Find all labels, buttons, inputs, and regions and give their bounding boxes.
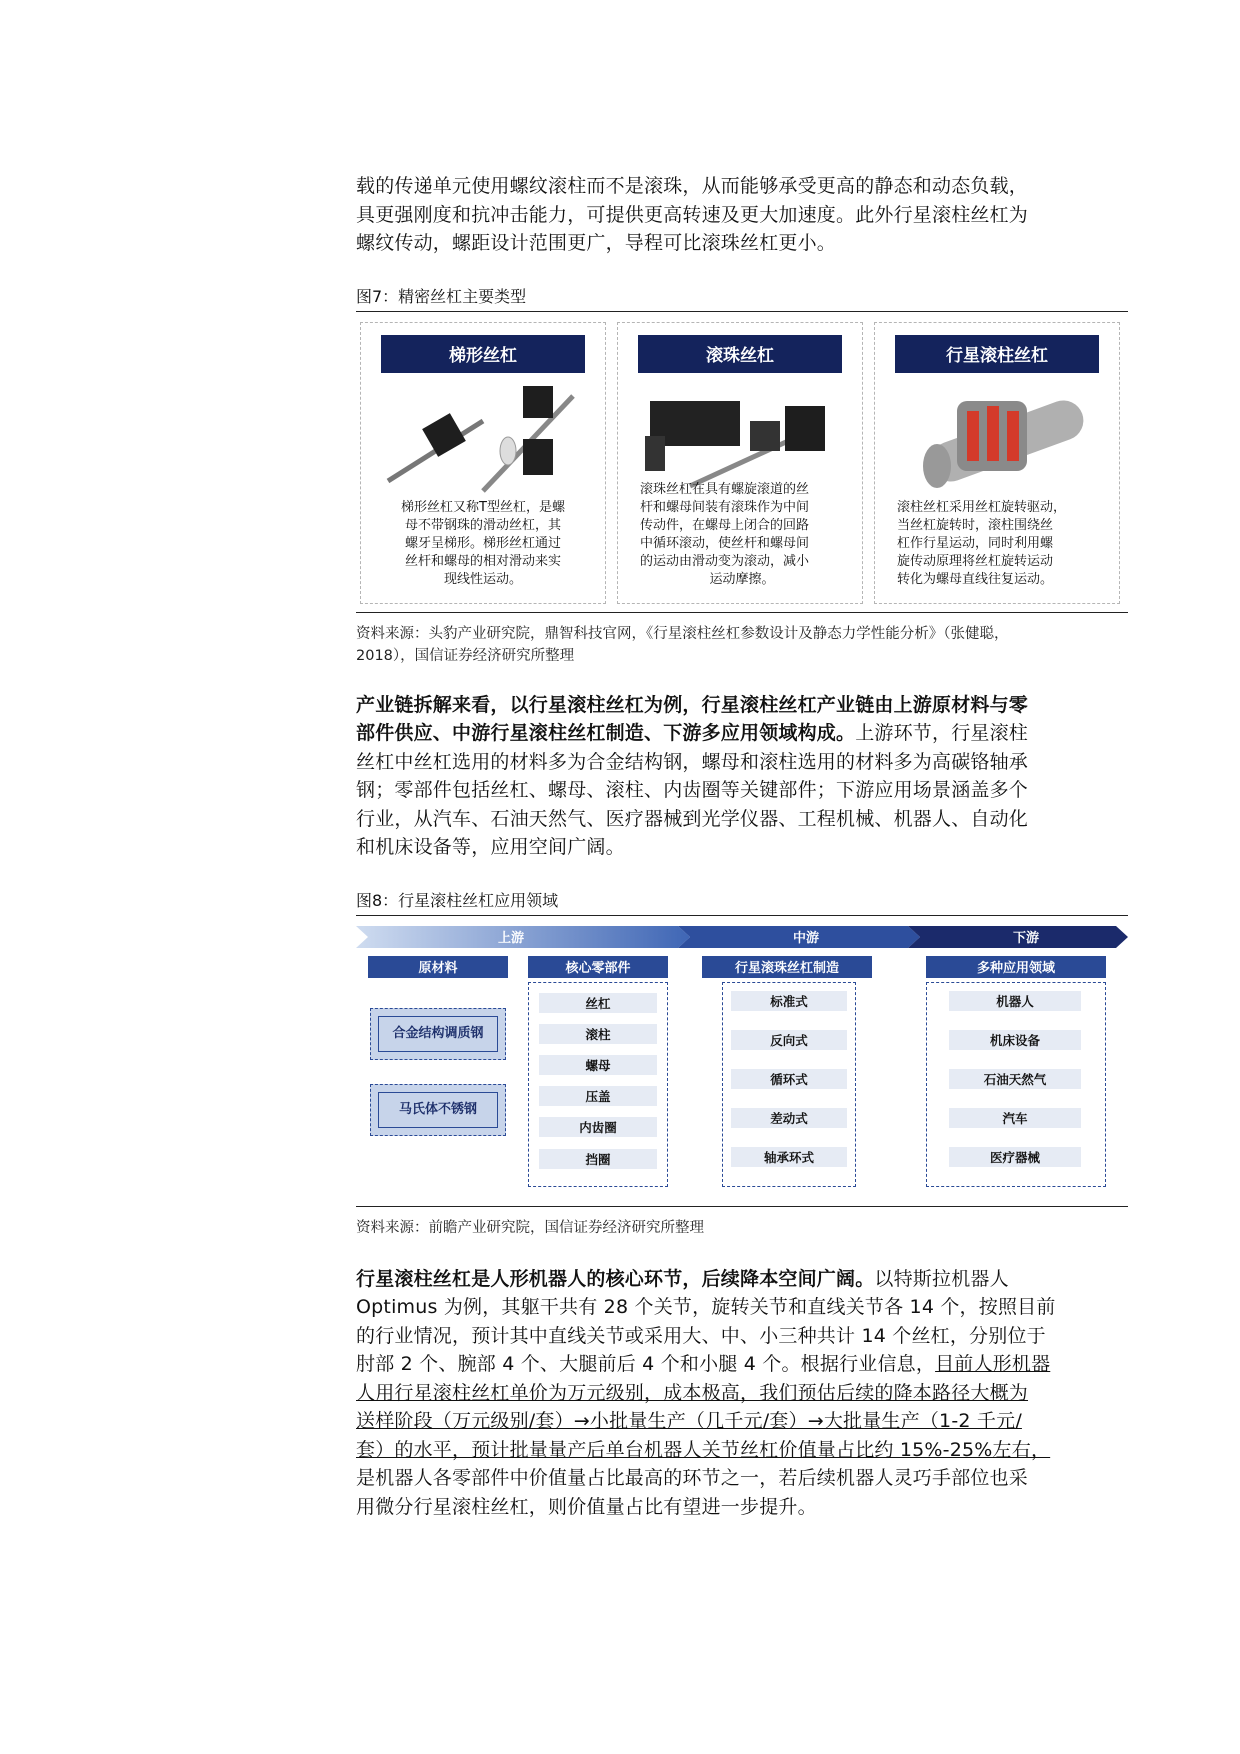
column-head: 核心零部件: [528, 956, 668, 978]
core-parts-box: [528, 982, 668, 1187]
desc-line: 现线性运动。: [443, 571, 522, 587]
figure7: [356, 312, 1128, 612]
page-content: [356, 172, 1128, 1521]
raw-materials-box: [368, 1008, 508, 1158]
band-midstream: 中游: [792, 931, 819, 946]
card-ball-screw: [617, 322, 863, 604]
intro-paragraph: [356, 172, 1128, 258]
type-item: 反向式: [731, 1030, 847, 1050]
source-line: 2018），国信证券经济研究所整理: [356, 647, 575, 664]
desc-line: 传动件，在螺母上闭合的回路: [640, 517, 810, 533]
underlined-text: 人用行星滚柱丝杠单价为万元级别，成本极高，我们预估后续的降本路径大概为: [356, 1381, 1029, 1404]
column-head: 行星滚珠丝杠制造: [702, 956, 872, 978]
card-description: [897, 499, 1101, 589]
card-description: [640, 481, 844, 589]
robot-paragraph: [356, 1265, 1128, 1522]
card-title: 滚珠丝杠: [638, 335, 842, 373]
desc-line: 丝杆和螺母的相对滑动来实: [404, 553, 561, 569]
text-line: 钢；零部件包括丝杠、螺母、滚柱、内齿圈等关键部件；下游应用场景涵盖多个: [356, 779, 1029, 801]
application-item: 石油天然气: [949, 1069, 1081, 1089]
column-head: 原材料: [368, 956, 508, 978]
part-item: 内齿圈: [539, 1117, 657, 1137]
bold-text: 行星滚柱丝杠是人形机器人的核心环节，后续降本空间广阔。: [356, 1267, 875, 1290]
trapezoid-screw-illustration: [373, 381, 593, 501]
type-item: 标准式: [731, 991, 847, 1011]
planetary-roller-screw-illustration: [887, 381, 1107, 501]
desc-line: 螺牙呈梯形。梯形丝杠通过: [404, 535, 561, 551]
type-item: 差动式: [731, 1108, 847, 1128]
card-title: 梯形丝杠: [381, 335, 585, 373]
text-line: 行业，从汽车、石油天然气、医疗器械到光学仪器、工程机械、机器人、自动化: [356, 807, 1029, 830]
desc-line: 滚珠丝杠在具有螺旋滚道的丝: [640, 481, 810, 497]
application-item: 医疗器械: [949, 1147, 1081, 1167]
part-item: 滚柱: [539, 1024, 657, 1044]
source-line: 资料来源：头豹产业研究院，鼎智科技官网，《行星滚柱丝杠参数设计及静态力学性能分析》（张健聪，: [356, 625, 1009, 642]
part-item: 挡圈: [539, 1149, 657, 1169]
text-line: 螺纹传动，螺距设计范围更广，导程可比滚珠丝杠更小。: [356, 232, 837, 254]
figure8-source: 资料来源：前瞻产业研究院，国信证券经济研究所整理: [356, 1206, 1128, 1239]
desc-line: 杆和螺母间装有滚珠作为中间: [640, 499, 810, 515]
applications-box: [926, 982, 1106, 1187]
application-item: 机器人: [949, 991, 1081, 1011]
band-downstream: 下游: [1012, 931, 1039, 946]
underlined-text: 套）的水平，预计批量量产后单台机器人关节丝杠价值量占比约 15%-25%左右，: [356, 1438, 1051, 1461]
band-upstream: 上游: [497, 931, 524, 946]
desc-line: 运动摩擦。: [709, 571, 775, 587]
desc-line: 母不带钢珠的滑动丝杠，其: [404, 517, 561, 533]
part-item: 螺母: [539, 1055, 657, 1075]
desc-line: 滚柱丝杠采用丝杠旋转驱动，: [897, 499, 1067, 515]
underlined-text: 目前人形机器: [935, 1353, 1051, 1375]
text-line: Optimus 为例，其躯干共有 28 个关节，旋转关节和直线关节各 14 个，按照目前: [356, 1296, 1056, 1318]
desc-line: 的运动由滑动变为滚动，减小: [640, 553, 810, 569]
desc-line: 中循环滚动，使丝杆和螺母间: [640, 535, 810, 551]
underlined-text: 送样阶段（万元级别/套）→小批量生产（几千元/套）→大批量生产（1-2 千元/: [356, 1410, 1022, 1432]
manufacturing-box: [722, 982, 856, 1187]
figure7-source: [356, 612, 1128, 667]
desc-line: 梯形丝杠又称T型丝杠，是螺: [401, 499, 565, 515]
desc-line: 旋传动原理将丝杠旋转运动: [897, 553, 1054, 569]
material-item: 合金结构调质钢: [370, 1008, 506, 1060]
text-line: 的行业情况，预计其中直线关节或采用大、中、小三种共计 14 个丝杠，分别位于: [356, 1324, 1046, 1347]
text-line: 载的传递单元使用螺纹滚柱而不是滚珠，从而能够承受更高的静态和动态负载，: [356, 175, 1029, 197]
text-line: 具更强刚度和抗冲击能力，可提供更高转速及更大加速度。此外行星滚柱丝杠为: [356, 203, 1029, 226]
bold-text: 产业链拆解来看，以行星滚柱丝杠为例，行星滚柱丝杠产业链由上游原材料与零: [356, 693, 1029, 716]
type-item: 轴承环式: [731, 1147, 847, 1167]
text-line: 是机器人各零部件中价值量占比最高的环节之一，若后续机器人灵巧手部位也采: [356, 1467, 1029, 1489]
text-span: 上游环节，行星滚柱: [855, 722, 1029, 744]
chain-paragraph: [356, 691, 1128, 862]
figure7-title: 图7：精密丝杠主要类型: [356, 284, 1128, 312]
desc-line: 转化为螺母直线往复运动。: [897, 571, 1054, 587]
desc-line: 杠作行星运动，同时利用螺: [897, 535, 1054, 551]
figure8-title: 图8：行星滚柱丝杠应用领域: [356, 888, 1128, 916]
bold-text: 部件供应、中游行星滚柱丝杠制造、下游多应用领域构成。: [356, 722, 856, 744]
desc-line: 当丝杠旋转时，滚柱围绕丝: [897, 517, 1054, 533]
card-title: 行星滚柱丝杠: [895, 335, 1099, 373]
card-planetary-roller-screw: [874, 322, 1120, 604]
figure8: [356, 916, 1128, 1206]
text-line: 丝杠中丝杠选用的材料多为合金结构钢，螺母和滚柱选用的材料多为高碳铬轴承: [356, 750, 1029, 773]
card-trapezoid-screw: [360, 322, 606, 604]
material-item: 马氏体不锈钢: [370, 1084, 506, 1136]
card-description: [379, 499, 587, 589]
text-span: 以特斯拉机器人: [874, 1267, 1009, 1290]
text-line: 和机床设备等，应用空间广阔。: [356, 836, 625, 858]
part-item: 压盖: [539, 1086, 657, 1106]
part-item: 丝杠: [539, 993, 657, 1013]
text-span: 肘部 2 个、腕部 4 个、大腿前后 4 个和小腿 4 个。根据行业信息，: [356, 1353, 936, 1375]
text-line: 用微分行星滚柱丝杠，则价值量占比有望进一步提升。: [356, 1495, 817, 1518]
application-item: 机床设备: [949, 1030, 1081, 1050]
column-head: 多种应用领域: [926, 956, 1106, 978]
application-item: 汽车: [949, 1108, 1081, 1128]
type-item: 循环式: [731, 1069, 847, 1089]
